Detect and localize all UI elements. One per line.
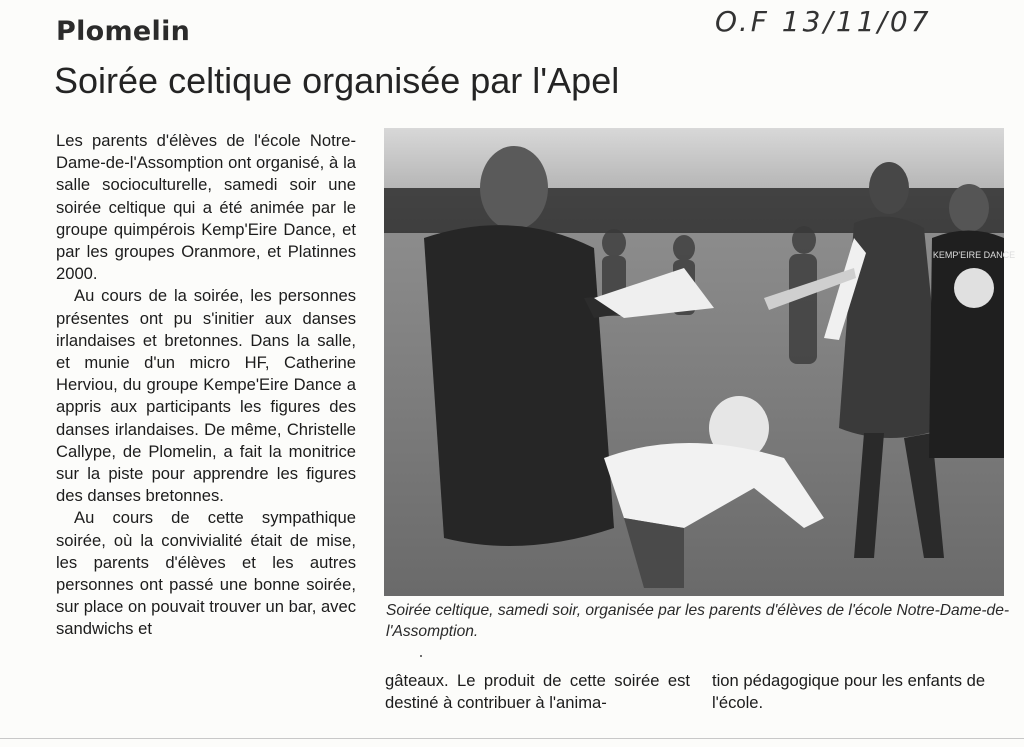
article-column-3: tion pédagogique pour les enfants de l'école. [712, 671, 986, 712]
article-column-2: gâteaux. Le produit de cette soirée est destiné à contribuer à l'anima- [385, 671, 690, 712]
section-kicker: Plomelin [56, 16, 191, 47]
handwritten-annotation: O.F 13/11/07 [715, 5, 932, 38]
photo-caption: Soirée celtique, samedi soir, organisée par les parents d'élèves de l'école Notre-Dame-de-l'Assomption. [386, 602, 1010, 640]
paragraph-2: Au cours de la soirée, les personnes présentes ont pu s'initier aux danses irlandaises et bretonnes. Dans la salle, et munie d'un micro HF, Catherine Herviou, du groupe Kempe'Eire Dance a appris aux participants les figures des danses irlandaises. De même, Christelle Callype, de Plomelin, a fait la monitrice sur la piste pour apprendre les figures des danses bretonnes. [56, 286, 356, 506]
paragraph-1: Les parents d'élèves de l'école Notre-Dame-de-l'Assomption ont organisé, à la salle socioculturelle, samedi soir une soirée celtique qui a été animée par le groupe quimpérois Kemp'Eire Dance, et par les groupes Oranmore, et Platinnes 2000. [56, 131, 356, 284]
paragraph-3: Au cours de cette sympathique soirée, où la convivialité était de mise, les parents d'élèves et les autres personnes ont passé une bonne soirée, sur place on pouvait trouver un bar, avec sandwichs et [56, 508, 356, 639]
clipping-edge [0, 738, 1024, 739]
article-column-1 [56, 130, 356, 641]
shirt-print-text: KEMP'EIRE DANCE [932, 250, 1016, 260]
scan-speck [420, 655, 422, 657]
dance-photo-illustration [384, 128, 1016, 596]
article-photo [384, 128, 1016, 596]
article-headline: Soirée celtique organisée par l'Apel [54, 60, 620, 101]
